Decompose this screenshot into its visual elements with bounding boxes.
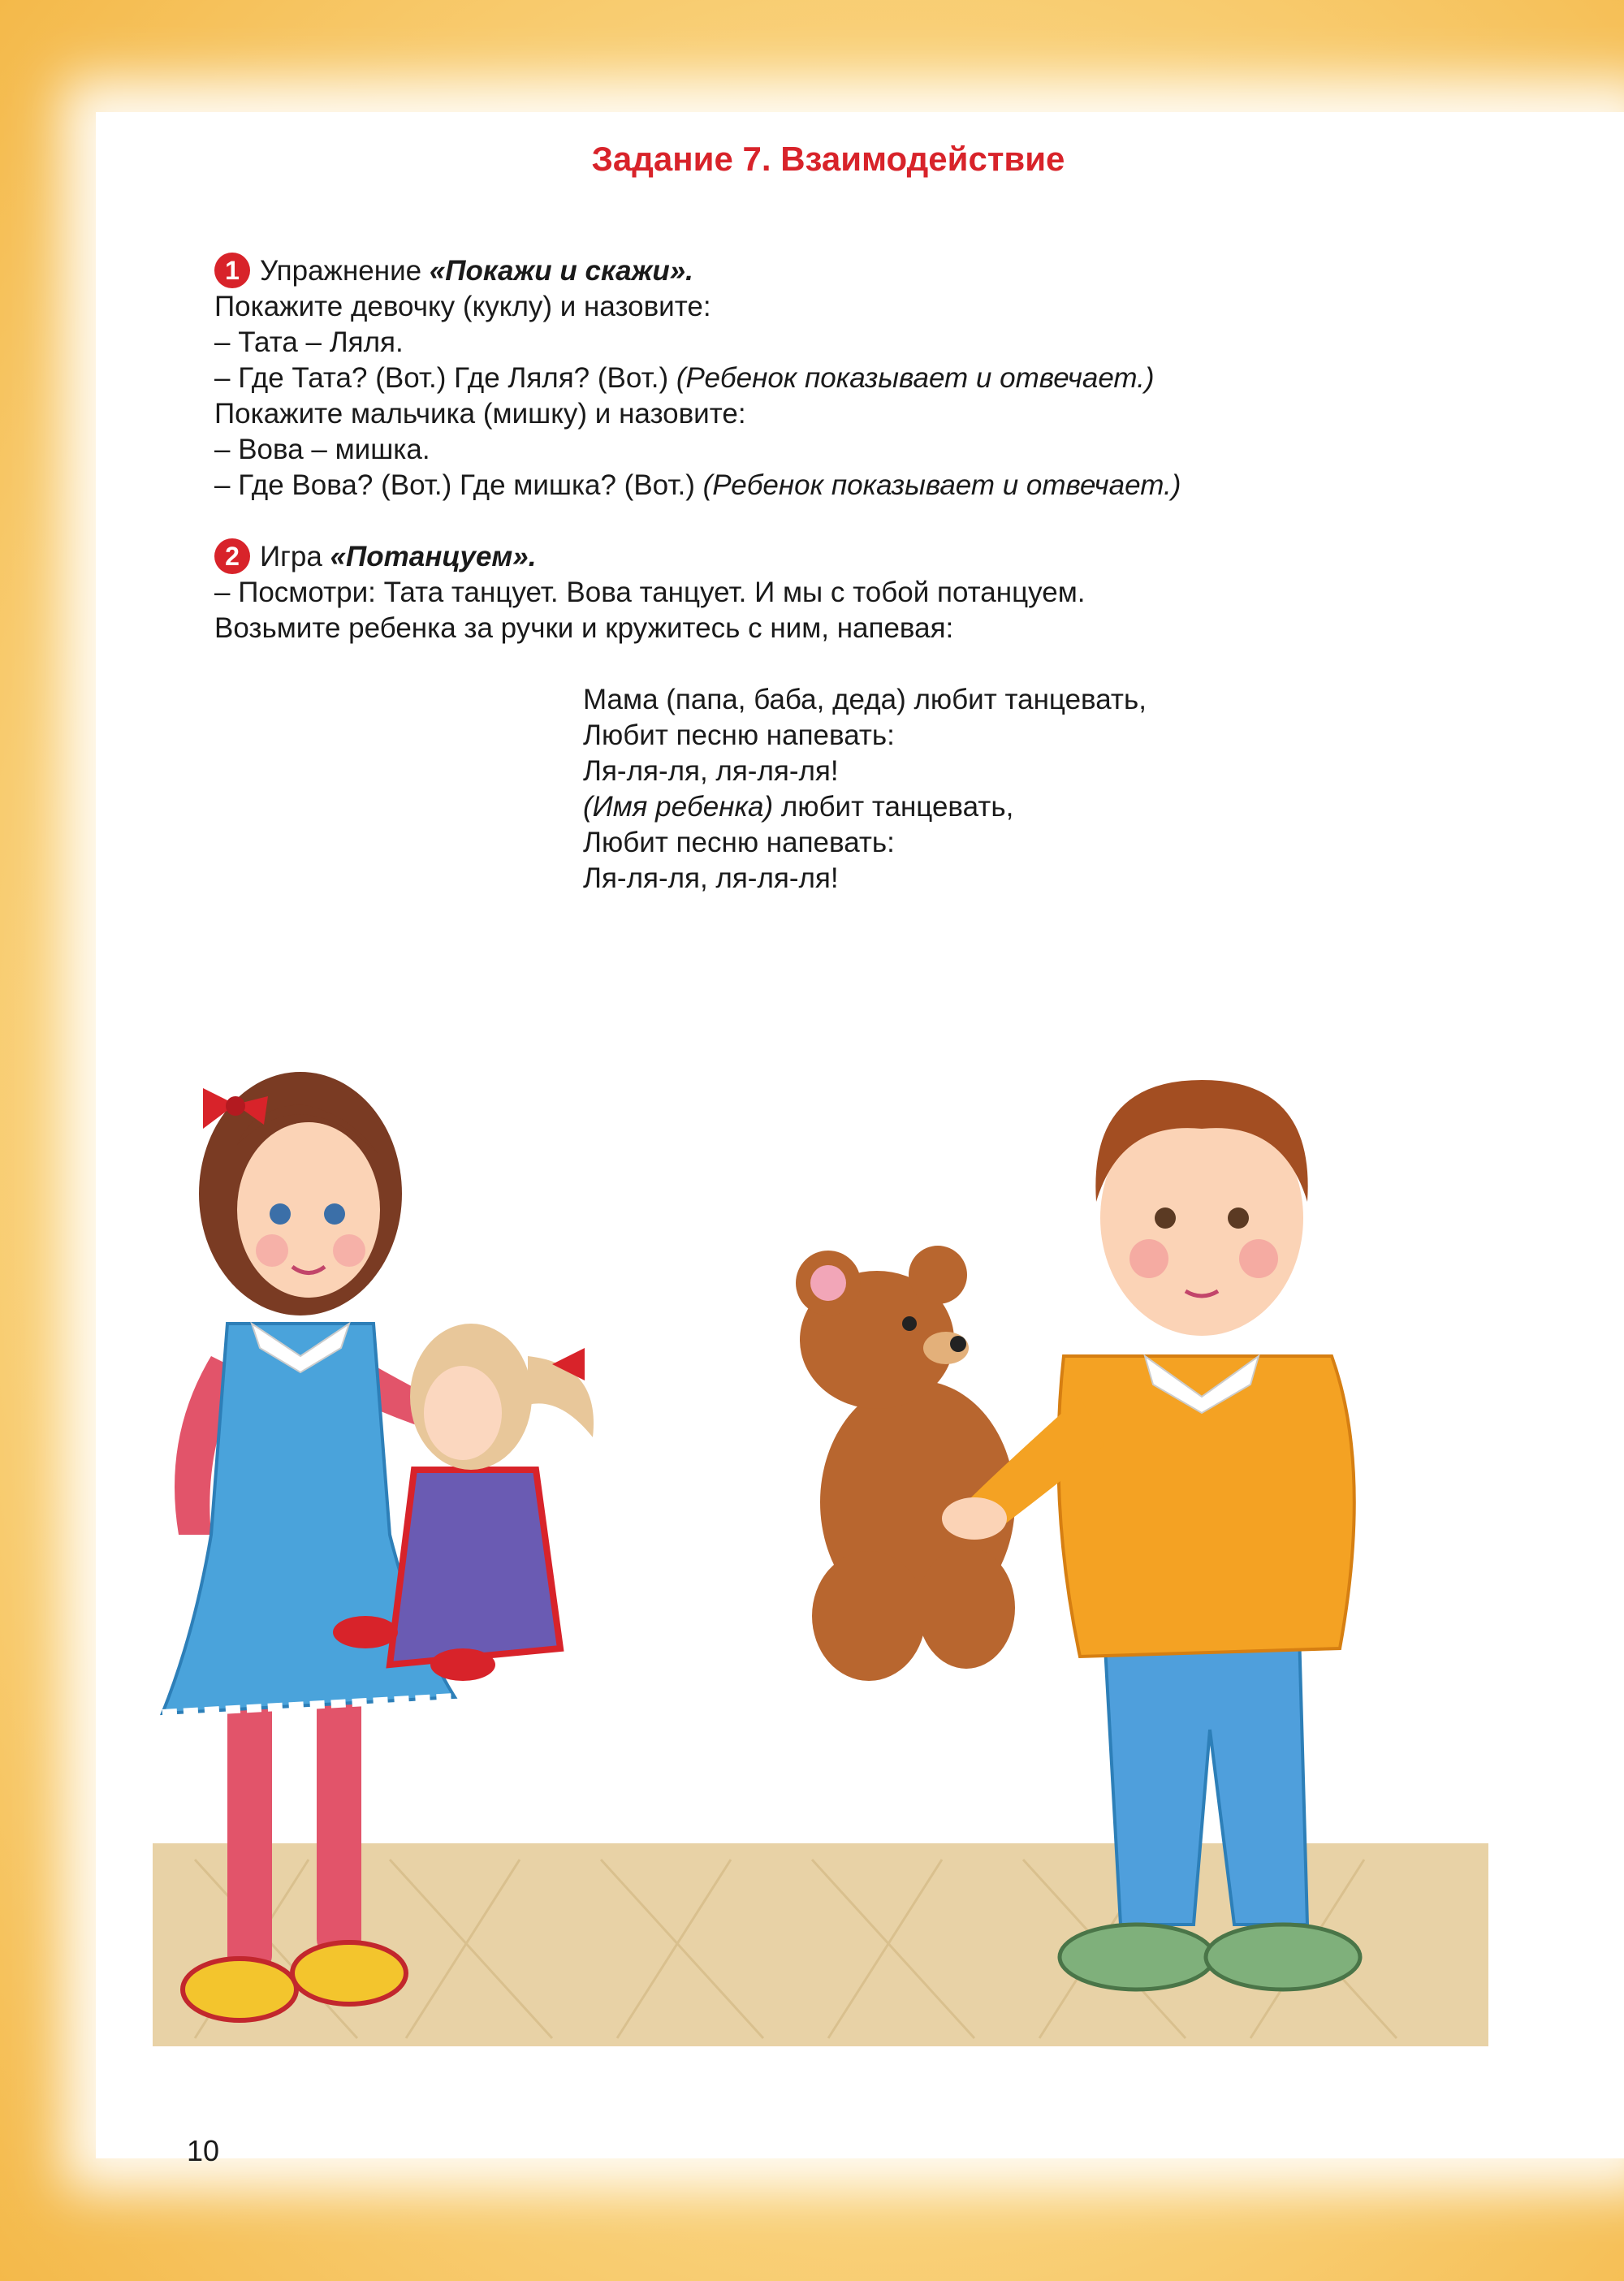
exercise-1-number-badge: 1 bbox=[214, 253, 250, 288]
exercise-2-name: «Потанцуем». bbox=[330, 541, 537, 572]
exercise-2-number-badge: 2 bbox=[214, 538, 250, 574]
exercise-1-note: (Ребенок показывает и отвечает.) bbox=[676, 362, 1155, 394]
song-line: Мама (папа, баба, деда) любит танцевать, bbox=[583, 684, 1147, 715]
exercise-1-question: – Где Вова? (Вот.) Где мишка? (Вот.) bbox=[214, 469, 695, 501]
exercise-1-line: – Вова – мишка. bbox=[214, 434, 430, 465]
page-number: 10 bbox=[187, 2134, 220, 2167]
song-line-rest: любит танцевать, bbox=[773, 791, 1014, 823]
song-line: Ля-ля-ля, ля-ля-ля! bbox=[583, 862, 839, 894]
exercise-1-line: – Тата – Ляля. bbox=[214, 326, 404, 358]
exercise-1-line bbox=[214, 361, 1181, 396]
song-child-name-placeholder: (Имя ребенка) bbox=[583, 791, 774, 823]
exercise-2-heading bbox=[214, 539, 1086, 575]
exercise-2-line: Возьмите ребенка за ручки и кружитесь с ним, напевая: bbox=[214, 612, 954, 644]
exercise-1-line: Покажите девочку (куклу) и назовите: bbox=[214, 291, 711, 322]
exercise-1-name: «Покажи и скажи». bbox=[429, 255, 693, 287]
exercise-1 bbox=[214, 253, 1181, 503]
children-illustration bbox=[146, 1015, 1494, 2071]
song-line: Любит песню напевать: bbox=[583, 719, 895, 751]
song-line bbox=[583, 789, 1147, 825]
page-title: Задание 7. Взаимодействие bbox=[591, 140, 1065, 178]
exercise-1-prefix: Упражнение bbox=[260, 255, 422, 287]
exercise-2-line: – Посмотри: Тата танцует. Вова танцует. И мы с тобой потанцуем. bbox=[214, 577, 1086, 608]
song-verse bbox=[583, 682, 1147, 896]
exercise-1-line: Покажите мальчика (мишку) и назовите: bbox=[214, 398, 746, 430]
song-line: Любит песню напевать: bbox=[583, 827, 895, 858]
teddy-bear-figure bbox=[796, 1246, 1015, 1681]
exercise-1-note: (Ребенок показывает и отвечает.) bbox=[702, 469, 1181, 501]
exercise-1-line bbox=[214, 468, 1181, 503]
exercise-2-prefix: Игра bbox=[260, 541, 322, 572]
exercise-1-question: – Где Тата? (Вот.) Где Ляля? (Вот.) bbox=[214, 362, 669, 394]
exercise-2 bbox=[214, 539, 1086, 646]
song-line: Ля-ля-ля, ля-ля-ля! bbox=[583, 755, 839, 787]
exercise-1-heading bbox=[214, 253, 1181, 289]
